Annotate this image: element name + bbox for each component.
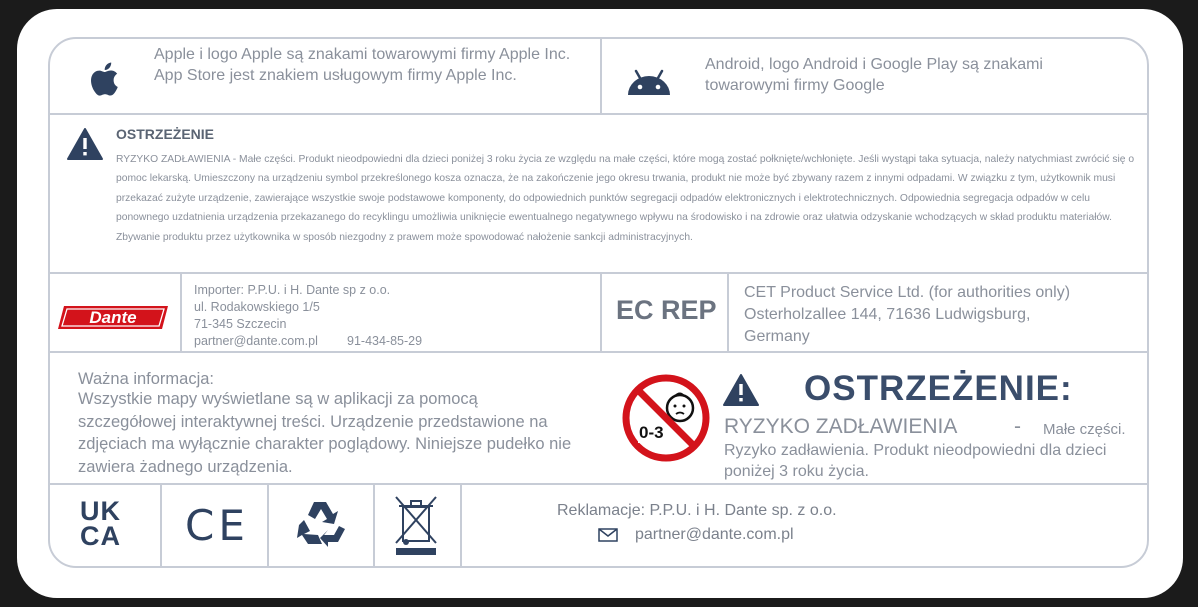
big-warning-title: OSTRZEŻENIE: (804, 369, 1073, 408)
importer-line1: Importer: P.P.U. i H. Dante sp z o.o. (194, 283, 391, 297)
label-frame (48, 37, 1149, 568)
dante-logo-text: Dante (89, 308, 137, 327)
apple-icon (90, 59, 124, 104)
ec-rep-label: EC REP (616, 295, 717, 325)
divider (50, 351, 1147, 353)
big-warning-body: Ryzyko zadławienia. Produkt nieodpowiedni dla dzieci poniżej 3 roku życia. (724, 442, 1107, 480)
divider (267, 485, 269, 568)
big-warning-risk: RYZYKO ZADŁAWIENIA (724, 415, 958, 438)
dante-logo (58, 305, 168, 330)
big-warning-triangle-icon (722, 373, 760, 412)
warning-title: OSTRZEŻENIE (116, 126, 215, 142)
ec-rep-line3: Germany (744, 328, 810, 345)
big-warning-dash: - (1014, 415, 1021, 438)
info-heading: Ważna informacja: (78, 370, 215, 388)
recycle-icon (294, 498, 348, 553)
age-restriction-icon (622, 374, 710, 462)
age-badge-text: 0-3 (639, 423, 664, 442)
warning-triangle-icon (66, 127, 104, 166)
importer-email: partner@dante.com.pl (194, 334, 318, 348)
divider (727, 273, 729, 351)
divider (600, 273, 602, 351)
divider (460, 485, 462, 568)
importer-phone: 91-434-85-29 (347, 334, 423, 348)
ukca-mark (80, 496, 136, 551)
ukca-bottom: CA (80, 521, 121, 551)
divider (373, 485, 375, 568)
complaints-label: Reklamacje: P.P.U. i H. Dante sp. z o.o. (557, 502, 837, 519)
weee-bin-icon (394, 495, 438, 562)
importer-line3: 71-345 Szczecin (194, 317, 287, 331)
ce-mark: CE (185, 501, 249, 550)
complaints-email[interactable]: partner@dante.com.pl (635, 526, 794, 543)
android-trademark-text: Android, logo Android i Google Play są znakami towarowymi firmy Google (705, 56, 1043, 94)
divider (50, 113, 1147, 115)
divider (180, 273, 182, 351)
divider (50, 272, 1147, 274)
android-icon (626, 69, 672, 102)
divider (50, 483, 1147, 485)
info-body: Wszystkie mapy wyświetlane są w aplikacji za pomocą szczegółowej interaktywnej treści. Urządzenie przedstawione na zdjęciach ma wyłącznie charakter poglądowy. Niniejsze pudełko nie zawiera żadnego urządzenia. (78, 390, 572, 476)
apple-trademark-text: Apple i logo Apple są znakami towarowymi firmy Apple Inc. App Store jest znakiem usługowym firmy Apple Inc. (154, 46, 571, 84)
divider (600, 39, 602, 113)
big-warning-small-parts: Małe części. (1043, 421, 1126, 438)
importer-line2: ul. Rodakowskiego 1/5 (194, 300, 320, 314)
ukca-top: UK (80, 496, 121, 526)
ec-rep-line2: Osterholzallee 144, 71636 Ludwigsburg, (744, 306, 1031, 323)
ec-rep-line1: CET Product Service Ltd. (for authorities only) (744, 284, 1071, 301)
divider (160, 485, 162, 568)
warning-body: RYZYKO ZADŁAWIENIA - Małe części. Produkt nieodpowiedni dla dzieci poniżej 3 roku życia ze względu na małe części, które mogą zostać połknięte/wchłonięte. Jeśli wystąpi taka sytuacja, należy natychmiast zwrócić się o pomoc lekarską. Umieszczony na urządzeniu symbol przekreślonego kosza oznacza, że na zakończenie jego okresu trwania, produkt nie może być zbywany razem z innymi odpadami. W związku z tym, użytkownik musi przekazać zużyte urządzenie, zawierające wszystkie swoje podstawowe komponenty, do odpowiednich punktów segregacji odpadów elektronicznych i elektrotechnicznych. Odpowiednia segregacja odpadów w celu ponownego uzdatnienia urządzenia przekazanego do recyklingu umożliwia uniknięcie ewentualnego negatywnego wpływu na środowisko i na zdrowie oraz ułatwia odzyskanie wchodzących w skład produktu materiałów. Zbywanie produktu przez użytkownika w sposób niezgodny z prawem może spowodować nałożenie sankcji administracyjnych. (116, 154, 1135, 243)
envelope-icon (598, 528, 618, 547)
